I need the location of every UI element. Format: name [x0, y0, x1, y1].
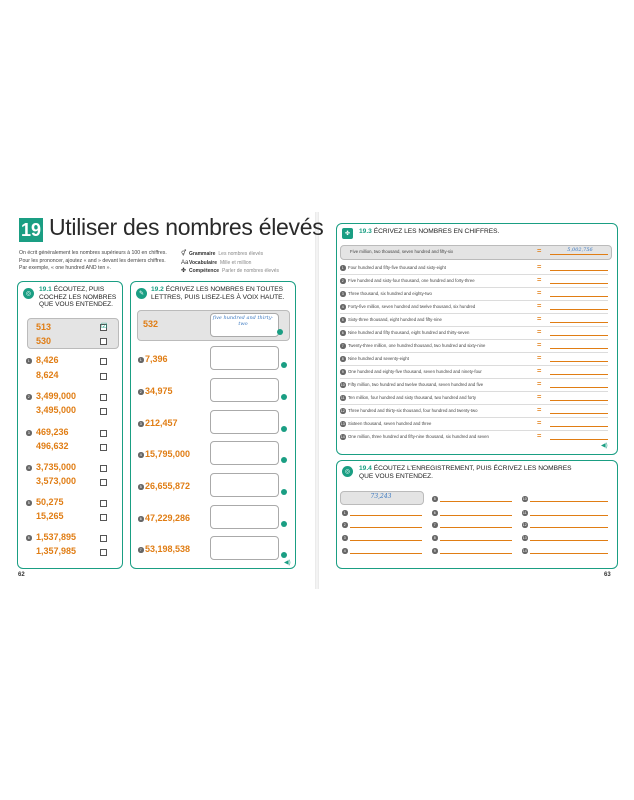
equals-sign: =: [537, 327, 542, 336]
item-number-badge: 2: [341, 278, 344, 283]
answer-line[interactable]: [530, 501, 608, 502]
item-number-badge: 4: [27, 465, 30, 470]
page-number-right: 63: [604, 572, 611, 578]
exercise-id: 19.3: [359, 228, 372, 235]
sample-text: Five million, two thousand, seven hundred and fifty-six: [350, 249, 454, 254]
item-number-badge: 6: [433, 510, 436, 515]
option-number: 15,265: [36, 511, 64, 521]
checkbox[interactable]: [100, 338, 107, 345]
item-number: 34,975: [145, 386, 173, 396]
option-number: 1,357,985: [36, 546, 77, 556]
list-item: [340, 262, 612, 274]
answer-box[interactable]: [210, 378, 279, 402]
equals-sign: =: [537, 275, 542, 284]
handwritten-answer: five hundred and thirty-two: [212, 315, 274, 327]
item-number: 47,229,286: [145, 513, 191, 523]
list-item: [340, 392, 612, 404]
answer-line[interactable]: [350, 553, 422, 554]
item-number-badge: 5: [139, 484, 142, 489]
item-number-badge: 6: [27, 535, 30, 540]
item-text: Twenty-three million, one hundred thousand, two hundred and sixty-nine: [348, 343, 486, 348]
answer-line[interactable]: [440, 515, 512, 516]
exercise-instruction: ÉCRIVEZ LES NOMBRES EN CHIFFRES.: [373, 228, 500, 235]
answer-line[interactable]: [550, 387, 608, 388]
option-number: 1,537,895: [36, 532, 77, 542]
answer-line[interactable]: [440, 501, 512, 502]
ref-grammar: [181, 250, 279, 259]
item-number-badge: 14: [522, 548, 527, 553]
list-item: [340, 353, 612, 365]
checkbox-checked[interactable]: ☑: [101, 323, 108, 330]
answer-box[interactable]: [210, 505, 279, 529]
item-number-badge: 3: [139, 421, 142, 426]
checkbox[interactable]: [100, 430, 107, 437]
item-number-badge: 12: [522, 522, 527, 527]
speak-icon: [281, 426, 287, 432]
item-text: Fifty million, two hundred and twelve thousand, seven hundred and five: [348, 382, 484, 387]
equals-sign: =: [537, 392, 542, 401]
equals-sign: =: [537, 340, 542, 349]
list-item: [340, 327, 612, 339]
handwritten-answer: 73,243: [370, 493, 392, 500]
answer-line[interactable]: [550, 439, 608, 440]
exercise-instruction: ÉCRIVEZ LES NOMBRES EN TOUTES LETTRES, PUIS LISEZ-LES À VOIX HAUTE.: [151, 286, 285, 301]
ref-value: Parler de nombres élevés: [222, 268, 279, 274]
item-number-badge: 1: [27, 358, 30, 363]
answer-line[interactable]: [550, 426, 608, 427]
handwritten-answer: 5,002,756: [567, 247, 593, 253]
equals-sign: =: [537, 353, 542, 362]
item-number-badge: 10: [340, 382, 345, 387]
book-gutter: [315, 212, 319, 589]
answer-line[interactable]: [550, 400, 608, 401]
equals-sign: =: [537, 379, 542, 388]
option-number: 469,236: [36, 427, 69, 437]
item-number-badge: 10: [522, 496, 527, 501]
ref-value: Les nombres élevés: [218, 251, 264, 257]
grammar-icon: ⚥: [181, 251, 187, 257]
checkbox[interactable]: [100, 535, 107, 542]
answer-line[interactable]: [550, 270, 608, 271]
item-number-badge: 1: [343, 510, 346, 515]
speech-bubble-icon: ✎: [136, 288, 147, 299]
exercise-id: 19.4: [359, 465, 372, 472]
item-number-badge: 1: [341, 265, 344, 270]
item-number-badge: 7: [139, 547, 142, 552]
exercise-19-1-heading: [39, 286, 119, 309]
item-number-badge: 7: [433, 522, 436, 527]
option-number: 8,624: [36, 370, 59, 380]
item-number: 212,457: [145, 418, 178, 428]
item-number-badge: 2: [139, 389, 142, 394]
answer-line[interactable]: [550, 361, 608, 362]
item-number-badge: 13: [340, 421, 345, 426]
option-number: 513: [36, 322, 52, 332]
item-number-badge: 3: [343, 535, 346, 540]
checkbox[interactable]: [100, 444, 107, 451]
equals-sign: =: [537, 246, 542, 255]
item-number-badge: 9: [341, 369, 344, 374]
item-number-badge: 4: [341, 304, 344, 309]
listen-icon: ◎: [23, 288, 34, 299]
list-item: [340, 314, 612, 326]
checkbox[interactable]: [100, 479, 107, 486]
item-text: Ten million, four hundred and sixty thousand, two hundred and forty: [348, 395, 477, 400]
ref-vocabulary: [181, 259, 279, 268]
checkbox[interactable]: [100, 500, 107, 507]
equals-sign: =: [537, 262, 542, 271]
item-number-badge: 11: [340, 395, 345, 400]
list-item: [340, 379, 612, 391]
answer-box[interactable]: [210, 410, 279, 434]
answer-line[interactable]: [530, 553, 608, 554]
list-item: [340, 405, 612, 417]
list-item: [340, 340, 612, 352]
speak-icon: [281, 521, 287, 527]
item-text: Four hundred and fifty-five thousand and sixty-eight: [348, 265, 446, 270]
equals-sign: =: [537, 288, 542, 297]
speak-icon: [281, 394, 287, 400]
answer-box[interactable]: [210, 536, 279, 560]
ref-key: Vocabulaire: [189, 259, 217, 266]
answer-line[interactable]: [350, 540, 422, 541]
speak-icon: [281, 552, 287, 558]
puzzle-icon: ✤: [342, 228, 353, 239]
item-number-badge: 7: [341, 343, 344, 348]
option-number: 8,426: [36, 355, 59, 365]
item-number-badge: 6: [139, 516, 142, 521]
item-number: 15,795,000: [145, 449, 191, 459]
list-item: [340, 418, 612, 430]
exercise-id: 19.2: [151, 286, 164, 293]
checkbox[interactable]: [100, 358, 107, 365]
item-number: 26,655,872: [145, 481, 191, 491]
answer-line[interactable]: [550, 322, 608, 323]
item-text: Nine hundred and fifty thousand, eight hundred and thirty-seven: [348, 330, 470, 335]
list-item: [340, 301, 612, 313]
ref-value: Mille et million: [219, 259, 252, 266]
unit-number: 19: [19, 218, 43, 242]
answer-line[interactable]: [440, 527, 512, 528]
item-number-badge: 9: [433, 548, 436, 553]
item-number-badge: 8: [341, 356, 344, 361]
equals-sign: =: [537, 418, 542, 427]
item-text: Sixteen thousand, seven hundred and three: [348, 421, 432, 426]
item-number-badge: 8: [433, 535, 436, 540]
answer-line[interactable]: [440, 553, 512, 554]
item-text: Sixty-three thousand, eight hundred and fifty-nine: [348, 317, 442, 322]
checkbox[interactable]: [100, 408, 107, 415]
listen-icon: ◎: [342, 466, 353, 477]
answer-line: [550, 254, 608, 255]
item-number-badge: 2: [27, 394, 30, 399]
checkbox[interactable]: [100, 373, 107, 380]
option-number: 530: [36, 336, 52, 346]
unit-title: Utiliser des nombres élevés: [49, 214, 324, 240]
answer-line[interactable]: [530, 540, 608, 541]
answer-line[interactable]: [350, 527, 422, 528]
answer-line[interactable]: [550, 413, 608, 414]
answer-box[interactable]: [210, 441, 279, 465]
equals-sign: =: [537, 431, 542, 440]
speak-icon: [277, 329, 283, 335]
skill-icon: ✤: [181, 268, 187, 274]
item-text: Five hundred and sixty-four thousand, one hundred and forty-three: [348, 278, 475, 283]
sample-number: 532: [143, 319, 159, 329]
answer-line[interactable]: [530, 515, 608, 516]
option-number: 3,499,000: [36, 391, 77, 401]
audio-icon[interactable]: ◀): [284, 560, 291, 566]
item-number-badge: 3: [27, 430, 30, 435]
item-text: Three thousand, six hundred and eighty-two: [348, 291, 432, 296]
list-item: [340, 288, 612, 300]
item-number-badge: 5: [27, 500, 30, 505]
equals-sign: =: [537, 314, 542, 323]
speak-icon: [281, 362, 287, 368]
speak-icon: [281, 457, 287, 463]
vocabulary-icon: Aa: [181, 259, 189, 266]
item-number: 7,396: [145, 354, 168, 364]
answer-line[interactable]: [550, 335, 608, 336]
item-number-badge: 4: [139, 452, 142, 457]
exercise-19-3-heading: [359, 228, 599, 236]
ref-key: Grammaire: [189, 251, 216, 257]
exercise-id: 19.1: [39, 286, 52, 293]
checkbox[interactable]: [100, 394, 107, 401]
option-number: 3,735,000: [36, 462, 77, 472]
item-number-badge: 11: [522, 510, 527, 515]
item-number-badge: 2: [343, 522, 346, 527]
answer-line[interactable]: [440, 540, 512, 541]
item-number-badge: 12: [340, 408, 345, 413]
item-number-badge: 1: [139, 357, 142, 362]
checkbox[interactable]: [100, 465, 107, 472]
item-text: Three hundred and thirty-six thousand, four hundred and twenty-two: [348, 408, 478, 413]
exercise-instruction: ÉCOUTEZ, PUIS COCHEZ LES NOMBRES QUE VOUS ENTENDEZ.: [39, 286, 117, 309]
option-number: 496,632: [36, 441, 69, 451]
answer-line[interactable]: [550, 283, 608, 284]
item-number-badge: 14: [340, 434, 345, 439]
answer-line[interactable]: [550, 296, 608, 297]
intro-text: On écrit généralement les nombres supérieurs à 100 en chiffres. Pour les prononcer, ajoutez « and » devant les derniers chiffres. Par exemple, « one hundred AND ten ».: [19, 250, 167, 272]
answer-line[interactable]: [530, 527, 608, 528]
exercise-19-2-heading: [151, 286, 291, 301]
answer-box[interactable]: [210, 473, 279, 497]
ref-skill: [181, 267, 279, 276]
item-text: One million, three hundred and fifty-nine thousand, six hundred and seven: [348, 434, 489, 439]
speak-icon: [281, 489, 287, 495]
list-item: [340, 275, 612, 287]
checkbox[interactable]: [100, 514, 107, 521]
list-item: [340, 431, 612, 443]
option-number: 3,573,000: [36, 476, 77, 486]
answer-box[interactable]: [210, 346, 279, 370]
option-number: 50,275: [36, 497, 64, 507]
item-number-badge: 5: [433, 496, 436, 501]
answer-line[interactable]: [550, 348, 608, 349]
equals-sign: =: [537, 405, 542, 414]
item-text: One hundred and eighty-five thousand, seven hundred and ninety-four: [348, 369, 482, 374]
page-number-left: 62: [18, 572, 25, 578]
list-item: [340, 366, 612, 378]
item-number-badge: 13: [522, 535, 527, 540]
item-number: 53,198,538: [145, 544, 191, 554]
reference-list: [181, 250, 279, 276]
answer-line[interactable]: [550, 374, 608, 375]
equals-sign: =: [537, 366, 542, 375]
audio-icon[interactable]: ◀): [601, 443, 608, 449]
item-number-badge: 5: [341, 317, 344, 322]
option-number: 3,495,000: [36, 405, 77, 415]
item-number-badge: 6: [341, 330, 344, 335]
item-number-badge: 3: [341, 291, 344, 296]
exercise-19-4-heading: [359, 465, 579, 480]
checkbox[interactable]: [100, 549, 107, 556]
answer-line[interactable]: [550, 309, 608, 310]
equals-sign: =: [537, 301, 542, 310]
sample-row: [340, 246, 612, 258]
answer-line[interactable]: [350, 515, 422, 516]
item-text: Forty-five million, seven hundred and twelve thousand, six hundred: [348, 304, 476, 309]
ref-key: Compétence: [189, 268, 220, 274]
exercise-instruction: ÉCOUTEZ L’ENREGISTREMENT, PUIS ÉCRIVEZ LES NOMBRES QUE VOUS ENTENDEZ.: [359, 465, 572, 480]
item-number-badge: 4: [343, 548, 346, 553]
item-text: Nine hundred and seventy-eight: [348, 356, 409, 361]
